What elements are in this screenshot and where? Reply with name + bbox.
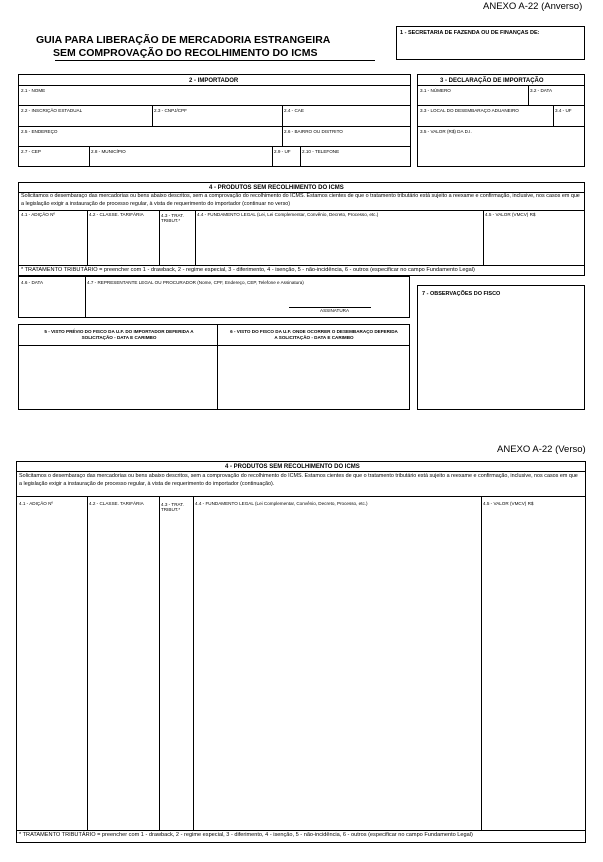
- back-tratamento-note: * TRATAMENTO TRIBUTÁRIO = preencher com 1 - drawback, 2 - regime especial, 3 - diferimento, 4 - isenção, 5 - não-incidência, 6 - outros (especificar no campo Fundamento Legal): [19, 832, 473, 838]
- back-col-valor: 4.5 - VALOR (VMCV) R$: [483, 501, 534, 506]
- field-di-valor[interactable]: 3.5 - VALOR (R$) DA D.I.: [420, 129, 472, 134]
- field-di-data[interactable]: 3.2 - DATA: [530, 88, 553, 93]
- back-form: 4 - PRODUTOS SEM RECOLHIMENTO DO ICMS Solicitamos o desembaraço das mercadorias ou bens abaixo descritos, sem a comprovação do recolhimento do ICMS. Estamos cientes de que o tratamento tributário está sujeito a reexame e confirmação, inclusive, nos casos em que a legislação exigir a instauração de processo regular, à vista de requerimento do importador (continuação). 4.1 - ADIÇÃO Nº 4.2 - CLASSE. TARIFÁRIA 4.3 - TRAT. TRIBUT.* 4.4 - FUNDAMENTO LEGAL (Lei Complementar, Convênio, Decreto, Processo, etc.) 4.5 - VALOR (VMCV) R$ * TRATAMENTO TRIBUTÁRIO = preencher com 1 - drawback, 2 - regime especial, 3 - diferimento, 4 - isenção, 5 - não-incidência, 6 - outros (especificar no campo Fundamento Legal): [16, 461, 586, 843]
- front-form: [15, 23, 585, 410]
- field-cnpj[interactable]: 2.3 - CNPJ/CPF: [154, 108, 187, 113]
- field-di-local[interactable]: 3.3 - LOCAL DO DESEMBARAÇO ADUANEIRO: [420, 108, 519, 113]
- section-5-visto-previo[interactable]: 5 - VISTO PRÉVIO DO FISCO DA U.F. DO IMPORTADOR DEFERIDA A SOLICITAÇÃO - DATA E CARIMBO: [44, 329, 194, 340]
- col-adicao: 4.1 - ADIÇÃO Nº: [21, 212, 56, 217]
- field-municipio[interactable]: 2.8 - MUNICÍPIO: [91, 149, 126, 154]
- back-col-classe: 4.2 - CLASSE. TARIFÁRIA: [89, 501, 144, 506]
- section-4-statement: Solicitamos o desembaraço das mercadorias ou bens abaixo descritos, sem a comprovação do recolhimento do ICMS. Estamos cientes de que o tratamento tributário está sujeito a reexame e confirmação, inclusive, nos casos em que a legislação exigir a instauração de processo regular, à vista de requerimento do importador (continuar no verso): [21, 193, 580, 207]
- field-representante[interactable]: 4.7 - REPRESENTANTE LEGAL OU PROCURADOR (Nome, CPF, Endereço, CEP, Telefone e Assinatura): [87, 280, 304, 285]
- section-4-signature: [18, 276, 410, 318]
- field-inscricao[interactable]: 2.2 - INSCRIÇÃO ESTADUAL: [21, 108, 83, 113]
- col-fundamento: 4.4 - FUNDAMENTO LEGAL (Lei, Lei Complementar, Convênio, Decreto, Processo, etc.): [197, 212, 379, 217]
- annex-front-label: ANEXO A-22 (Anverso): [483, 1, 583, 12]
- col-trat: 4.3 - TRAT. TRIBUT.*: [161, 213, 184, 223]
- section-1-secretaria[interactable]: 1 - SECRETARIA DE FAZENDA OU DE FINANÇAS DE:: [396, 26, 585, 60]
- field-endereco[interactable]: 2.5 - ENDEREÇO: [21, 129, 58, 134]
- section-7-observacoes[interactable]: 7 - OBSERVAÇÕES DO FISCO: [417, 285, 585, 410]
- section-5-6-vistos: [18, 324, 410, 410]
- tratamento-note: * TRATAMENTO TRIBUTÁRIO = preencher com 1 - drawback, 2 - regime especial, 3 - diferimento, 4 - isenção, 5 - não-incidência, 6 - outros (especificar no campo Fundamento Legal): [21, 267, 475, 273]
- field-di-numero[interactable]: 3.1 - NÚMERO: [420, 88, 451, 93]
- back-col-trat: 4.3 - TRAT. TRIBUT.*: [161, 502, 184, 512]
- section-4-produtos: 4 - PRODUTOS SEM RECOLHIMENTO DO ICMS Solicitamos o desembaraço das mercadorias ou bens abaixo descritos, sem a comprovação do recolhimento do ICMS. Estamos cientes de que o tratamento tributário está sujeito a reexame e confirmação, inclusive, nos casos em que a legislação exigir a instauração de processo regular, à vista de requerimento do importador (continuar no verso) 4.1 - ADIÇÃO Nº 4.2 - CLASSE. TARIFÁRIA 4.3 - TRAT. TRIBUT.* 4.4 - FUNDAMENTO LEGAL (Lei, Lei Complementar, Convênio, Decreto, Processo, etc.) 4.5 - VALOR (VMCV) R$ * TRATAMENTO TRIBUTÁRIO = preencher com 1 - drawback, 2 - regime especial, 3 - diferimento, 4 - isenção, 5 - não-incidência, 6 - outros (especificar no campo Fundamento Legal): [18, 182, 585, 276]
- field-telefone[interactable]: 2.10 - TELEFONE: [302, 149, 340, 154]
- section-3-declaracao: 3 - DECLARAÇÃO DE IMPORTAÇÃO 3.1 - NÚMERO 3.2 - DATA 3.3 - LOCAL DO DESEMBARAÇO ADUANEIRO 3.4 - UF 3.5 - VALOR (R$) DA D.I.: [417, 74, 585, 167]
- back-col-fundamento: 4.4 - FUNDAMENTO LEGAL (Lei Complementar, Convênio, Decreto, Processo, etc.): [195, 501, 368, 506]
- col-classe: 4.2 - CLASSE. TARIFÁRIA: [89, 212, 144, 217]
- field-data[interactable]: 4.6 - DATA: [21, 280, 44, 285]
- annex-back-label: ANEXO A-22 (Verso): [497, 444, 586, 455]
- form-title-line1: GUIA PARA LIBERAÇÃO DE MERCADORIA ESTRANGEIRA: [36, 34, 331, 46]
- form-title-line2: SEM COMPROVAÇÃO DO RECOLHIMENTO DO ICMS: [53, 47, 318, 59]
- col-valor: 4.5 - VALOR (VMCV) R$: [485, 212, 536, 217]
- field-nome[interactable]: 2.1 - NOME: [21, 88, 46, 93]
- back-statement: Solicitamos o desembaraço das mercadorias ou bens abaixo descritos, sem a comprovação do recolhimento do ICMS. Estamos cientes de que o tratamento tributário está sujeito a reexame e confirmação, inclusive, nos casos em que a legislação exigir a instauração de processo regular, à vista de requerimento do importador (continuação).: [19, 473, 578, 487]
- field-cep[interactable]: 2.7 - CEP: [21, 149, 41, 154]
- section-2-importador: 2 - IMPORTADOR 2.1 - NOME 2.2 - INSCRIÇÃO ESTADUAL 2.3 - CNPJ/CPF 2.4 - CAE 2.5 - ENDEREÇO 2.6 - BAIRRO OU DISTRITO 2.7 - CEP 2.8 - MUNICÍPIO 2.9 - UF 2.10 - TELEFONE: [18, 74, 411, 167]
- section-6-visto-desembaraco[interactable]: 6 - VISTO DO FISCO DA U.F. ONDE OCORRER O DESEMBARAÇO DEFERIDA A SOLICITAÇÃO - DATA E CARIMBO: [230, 329, 398, 340]
- signature-label: ASSINATURA: [320, 308, 350, 313]
- field-uf[interactable]: 2.9 - UF: [274, 149, 291, 154]
- back-col-adicao: 4.1 - ADIÇÃO Nº: [19, 501, 54, 506]
- field-cae[interactable]: 2.4 - CAE: [284, 108, 304, 113]
- field-di-uf[interactable]: 3.4 - UF: [555, 108, 572, 113]
- field-bairro[interactable]: 2.6 - BAIRRO OU DISTRITO: [284, 129, 343, 134]
